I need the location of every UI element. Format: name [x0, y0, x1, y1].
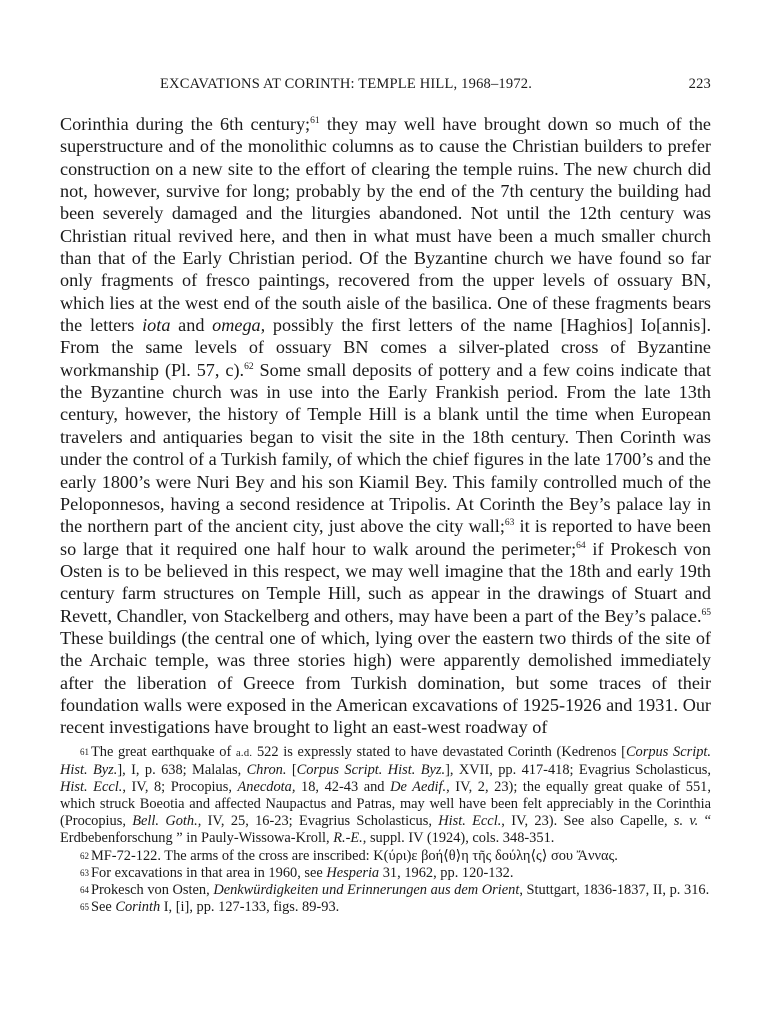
text-segment: and	[170, 315, 213, 336]
fn-italic: Hist. Eccl.	[60, 779, 123, 796]
fn-text: 18, 42-43 and	[295, 779, 391, 796]
text-segment: it is reported to have been so large that it required one half hour to walk around the perimeter;	[60, 516, 711, 559]
fn-text: [	[286, 762, 297, 779]
fn-smallcaps: a.d.	[235, 748, 253, 759]
text-segment: Corinthia during the 6th century;	[60, 114, 311, 134]
fn-text: , Stuttgart, 1836-1837, II, p. 316.	[519, 881, 710, 898]
fn-italic: Hesperia	[326, 864, 380, 881]
footnote-ref-63[interactable]: 63	[504, 518, 515, 529]
fn-italic: De Aedif.	[390, 779, 447, 796]
body-paragraph	[60, 113, 711, 739]
fn-italic: Hist. Eccl.	[438, 813, 502, 830]
fn-italic: Chron.	[246, 762, 287, 779]
fn-italic: s. v.	[673, 813, 699, 830]
fn-italic: Bell. Goth.	[132, 813, 198, 830]
text-segment: These buildings (the central one of which, lying over the eastern two thirds of the site of the Archaic temple, was three stories high) were apparently demolished immediately after the liberation of Greece from Turkish domination, but some traces of their foundation walls were exposed in the American excavations of 1925-1926 and 1931. Our recent investigations have brought to light an east-west roadway of	[60, 627, 711, 738]
fn-italic: Anecdota,	[237, 779, 296, 796]
footnote-ref-61[interactable]: 61	[310, 116, 320, 126]
fn-italic: Corinth	[115, 898, 161, 915]
page-number: 223	[688, 76, 711, 92]
footnote-65	[60, 899, 711, 916]
text-segment: they may well have brought down so much of the superstructure and of the monolithic columns as to cause the Christian builders to prefer construction on a new site to the effort of clearing the temple ruins. The new church did not, however, survive for long; probably by the end of the 7th century the building had been severely damaged and the liturgies abandoned. Not until the 12th century was Christian ritual revived here, and then in what must have been a much smaller church than that of the Early Christian period. Of the Byzantine church we have found so far only fragments of fresco paintings, recovered from the upper levels of ossuary BN, which lies at the west end of the south aisle of the basilica. One of these fragments bears the letters	[60, 114, 711, 336]
text-segment: Some small deposits of pottery and a few coins indicate that the Byzantine church was in use into the Early Frankish period. From the late 13th century, however, the history of Temple Hill is a blank until the time when European travelers and antiquaries began to visit the site in the 18th century. Then Corinth was under the control of a Turkish family, of which the chief figures in the late 1700’s and the early 1800’s were Nuri Bey and his son Kiamil Bey. This family controlled much of the Peloponnesos, having a second residence at Tripolis. At Corinth the Bey’s palace lay in the northern part of the ancient city, just above the city wall;	[60, 359, 711, 537]
fn-text: ], XVII, pp. 417-418; Evagrius Scholasticus,	[445, 762, 712, 779]
fn-text: , IV, 23). See also Capelle,	[501, 813, 674, 830]
footnote-mark: 61	[80, 747, 89, 757]
fn-text: 522 is expressly stated to have devastated Corinth (Kedrenos [	[252, 744, 626, 760]
footnotes	[60, 744, 711, 916]
fn-text: MF-72-122. The arms of the cross are inscribed: Κ(ύρι)ε βοή⟨θ⟩η τῆς δούλη⟨ς⟩ σου Ἄννας.	[91, 847, 618, 864]
fn-italic: R.-E.	[333, 830, 363, 847]
fn-italic: Corpus Script. Hist. Byz.	[296, 762, 446, 779]
running-title: EXCAVATIONS AT CORINTH: TEMPLE HILL, 1968–1972.	[160, 76, 533, 92]
footnote-mark: 65	[80, 901, 89, 912]
italic-term: omega,	[212, 315, 266, 336]
fn-text: , IV, 2, 23); the equally great quake of 551, which struck Boeotia and affected Naupactus and Patras, may well have been felt appreciably in the Corinthia (Procopius,	[60, 779, 711, 830]
footnote-ref-65[interactable]: 65	[701, 607, 711, 618]
fn-text: , suppl. IV (1924), cols. 348-351.	[362, 830, 555, 847]
fn-text: “ Erdbebenforschung ” in Pauly-Wissowa-Kroll,	[60, 813, 711, 847]
fn-text: The great earthquake of	[91, 744, 236, 760]
main-text	[60, 113, 711, 739]
footnote-mark: 64	[80, 884, 89, 895]
footnote-61	[60, 744, 711, 848]
fn-text: Prokesch von Osten,	[91, 881, 214, 898]
footnote-64	[60, 882, 711, 899]
text-segment: if Prokesch von Osten is to be believed in this respect, we may well imagine that the 18th and early 19th century farm structures on Temple Hill, such as appear in the drawings of Stuart and Revett, Chandler, von Stackelberg and others, may have been a part of the Bey’s palace.	[60, 538, 711, 626]
footnote-ref-62[interactable]: 62	[244, 361, 254, 372]
fn-text: See	[91, 898, 116, 915]
fn-text: I, [i], pp. 127-133, figs. 89-93.	[160, 898, 340, 915]
footnote-mark: 62	[80, 850, 89, 861]
italic-term: iota	[142, 315, 171, 336]
footnote-mark: 63	[80, 867, 89, 878]
running-header	[60, 76, 711, 98]
fn-italic: Corpus Script. Hist. Byz.	[60, 744, 711, 779]
footnote-ref-64[interactable]: 64	[576, 540, 586, 551]
fn-text: 31, 1962, pp. 120-132.	[379, 864, 514, 881]
fn-italic: Denkwürdigkeiten und Erinnerungen aus dem Orient	[213, 881, 520, 898]
fn-text: ], I, p. 638; Malalas,	[117, 762, 247, 779]
footnote-62	[60, 848, 711, 865]
text-segment: possibly the first letters of the name [Haghios] Io[annis]. From the same levels of ossuary BN comes a silver-plated cross of Byzantine workmanship (Pl. 57, c).	[60, 315, 712, 380]
fn-text: , IV, 25, 16-23; Evagrius Scholasticus,	[197, 813, 439, 830]
fn-text: , IV, 8; Procopius,	[122, 779, 238, 796]
footnote-63	[60, 865, 711, 882]
fn-text: For excavations in that area in 1960, see	[91, 864, 327, 881]
